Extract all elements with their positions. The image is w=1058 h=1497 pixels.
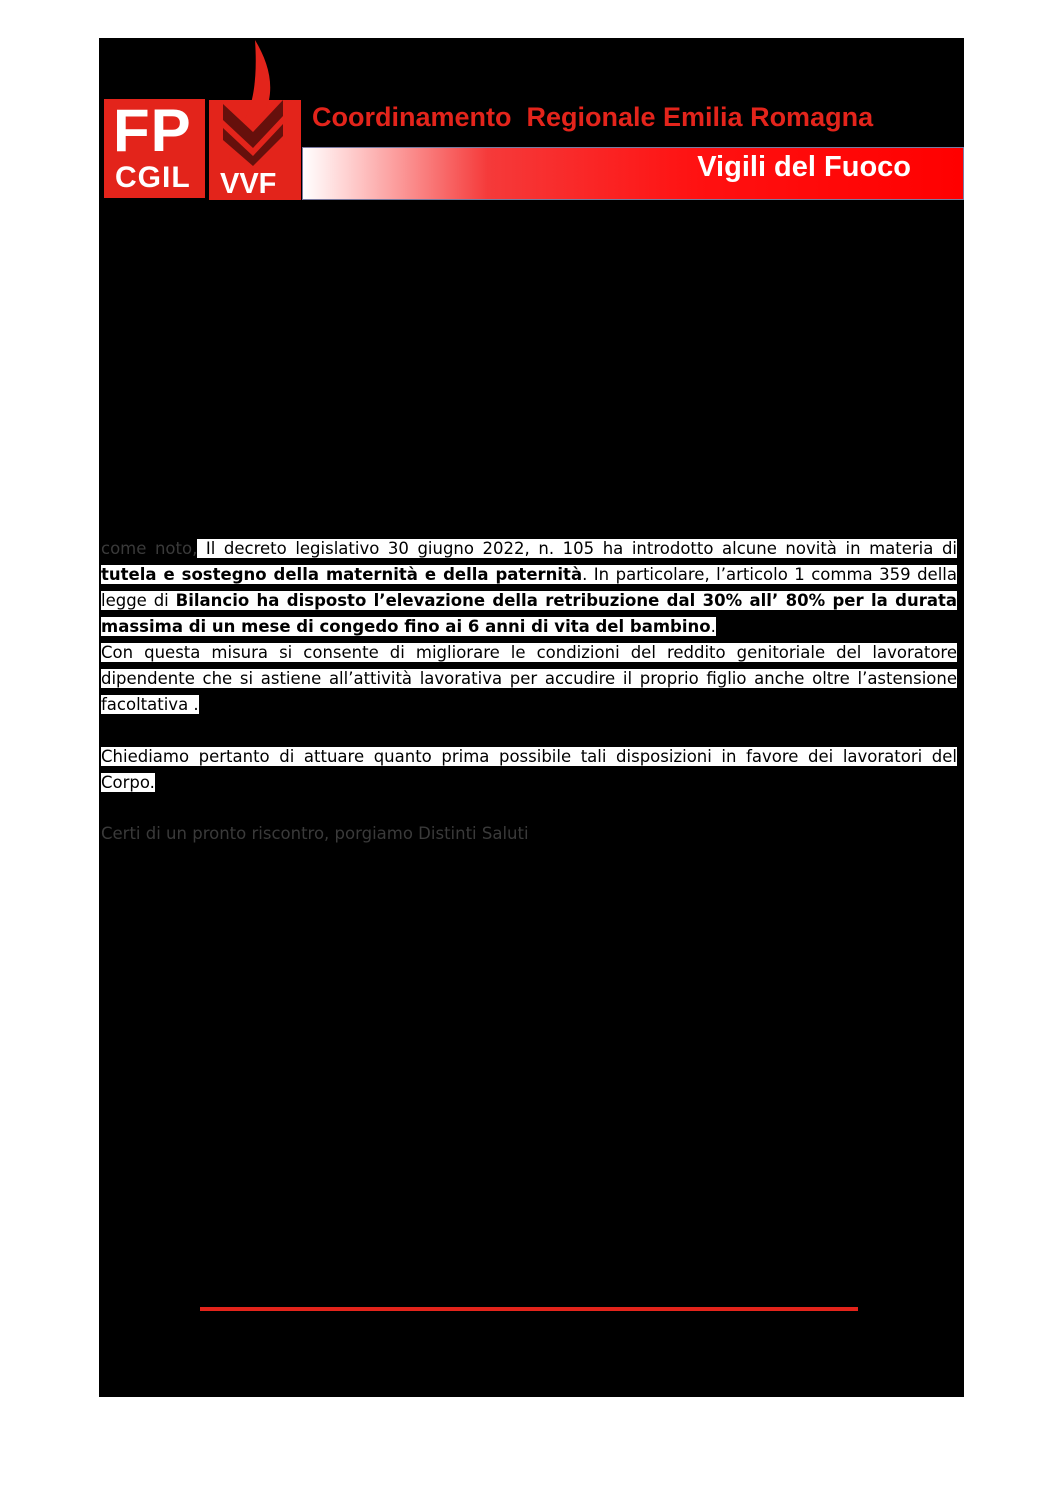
p1-text-a: Il decreto legislativo 30 giugno 2022, n. 105 ha introdotto alcune novità in materia di — [197, 539, 957, 558]
vvf-logo — [209, 40, 301, 200]
header-band — [302, 147, 964, 200]
paragraph-2 — [101, 640, 957, 718]
logo-cgil-text: CGIL — [115, 161, 191, 194]
p1-text-d: Bilancio ha disposto l’elevazione della retribuzione dal 30% all’ 80% per la durata massima di un mese di congedo fino ai 6 anni di vita del bambino — [101, 591, 957, 636]
paragraph-3 — [101, 744, 957, 796]
logo-fp-text: FP — [113, 97, 192, 164]
p1-lead: come noto, — [101, 539, 198, 558]
paragraph-1 — [101, 536, 957, 640]
p1-text-c: . In particolare, l’articolo 1 comma 359 della legge di — [101, 565, 957, 610]
fp-cgil-logo — [104, 99, 205, 198]
p1-text-e: . — [710, 617, 716, 636]
closing-line: Certi di un pronto riscontro, porgiamo Distinti Saluti — [101, 824, 529, 843]
footer-divider — [200, 1307, 858, 1311]
p3-text: Chiediamo pertanto di attuare quanto prima possibile tali disposizioni in favore dei lavoratori del Corpo. — [101, 747, 957, 792]
p2-text: Con questa misura si consente di migliorare le condizioni del reddito genitoriale del lavoratore dipendente che si astiene all’attività lavorativa per accudire il proprio figlio anche oltre l’astensione facoltativa . — [101, 643, 957, 714]
header-title: Coordinamento Regionale Emilia Romagna — [312, 102, 874, 132]
logo-vvf-text: VVF — [220, 168, 277, 200]
p1-text-b: tutela e sostegno della maternità e della paternità — [101, 565, 583, 584]
header-subtitle: Vigili del Fuoco — [697, 151, 911, 183]
letter-body — [101, 536, 957, 796]
